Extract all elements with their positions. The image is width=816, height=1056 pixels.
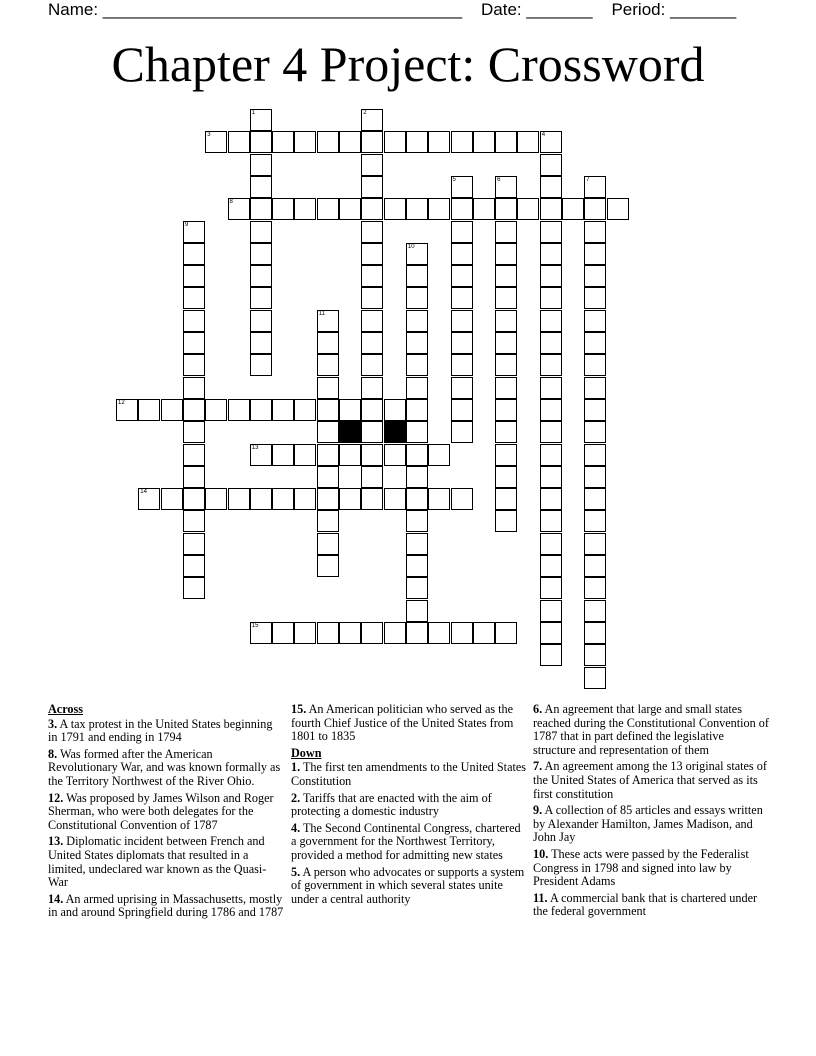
grid-cell[interactable]: [540, 332, 562, 354]
grid-cell[interactable]: [228, 488, 250, 510]
grid-cell[interactable]: [317, 488, 339, 510]
grid-cell[interactable]: [250, 354, 272, 376]
grid-cell[interactable]: [361, 310, 383, 332]
grid-cell[interactable]: [451, 198, 473, 220]
clue-across-15: 15. An American politician who served as the fourth Chief Justice of the United States from 1801 to 1835: [291, 702, 514, 744]
grid-cell[interactable]: [317, 377, 339, 399]
grid-cell[interactable]: [183, 332, 205, 354]
clue-number: 9: [184, 221, 189, 228]
grid-cell[interactable]: [384, 198, 406, 220]
grid-cell[interactable]: [495, 198, 517, 220]
grid-cell[interactable]: [495, 399, 517, 421]
grid-cell[interactable]: [361, 622, 383, 644]
grid-cell[interactable]: [540, 555, 562, 577]
grid-cell[interactable]: [584, 466, 606, 488]
date-label: Date:: [481, 0, 522, 19]
grid-cell[interactable]: [205, 131, 227, 153]
grid-cell[interactable]: [183, 444, 205, 466]
grid-cell[interactable]: [540, 354, 562, 376]
grid-cell[interactable]: [406, 577, 428, 599]
grid-cell[interactable]: [384, 444, 406, 466]
grid-cell[interactable]: [517, 131, 539, 153]
grid-cell[interactable]: [361, 354, 383, 376]
period-label: Period:: [611, 0, 666, 19]
clue-number: 2: [363, 110, 367, 116]
grid-cell[interactable]: [406, 444, 428, 466]
name-blank[interactable]: ______________________________________: [102, 0, 463, 19]
clue-down-9: 9. A collection of 85 articles and essays written by Alexander Hamilton, James Madison, and John Jay: [533, 803, 763, 845]
grid-cell[interactable]: [540, 154, 562, 176]
grid-cell[interactable]: [339, 399, 361, 421]
grid-cell[interactable]: [205, 399, 227, 421]
grid-cell[interactable]: [228, 131, 250, 153]
grid-cell[interactable]: [250, 176, 272, 198]
grid-cell[interactable]: [272, 488, 294, 510]
grid-cell[interactable]: [451, 243, 473, 265]
grid-cell[interactable]: [272, 198, 294, 220]
clue-across-13: 13. Diplomatic incident between French and United States diplomats that resulted in a limited, undeclared war known as the Quasi-War: [48, 834, 267, 890]
student-info-line: [48, 0, 808, 20]
clue-number: 10: [407, 243, 415, 250]
grid-cell[interactable]: [495, 131, 517, 153]
grid-cell[interactable]: [183, 577, 205, 599]
grid-cell[interactable]: [250, 310, 272, 332]
clue-number: 5: [452, 176, 456, 183]
grid-cell[interactable]: [250, 198, 272, 220]
grid-cell[interactable]: [339, 131, 361, 153]
grid-cell[interactable]: [361, 176, 383, 198]
grid-cell[interactable]: [317, 622, 339, 644]
blocked-cell: [384, 421, 406, 443]
grid-cell[interactable]: [584, 399, 606, 421]
grid-cell[interactable]: [540, 221, 562, 243]
clue-number: 6: [497, 176, 501, 183]
clue-number: 13: [251, 444, 259, 451]
grid-cell[interactable]: [406, 421, 428, 443]
grid-cell[interactable]: [272, 444, 294, 466]
grid-cell[interactable]: [361, 488, 383, 510]
clues-column-2: [291, 703, 527, 909]
grid-cell[interactable]: [294, 488, 316, 510]
grid-cell[interactable]: [161, 399, 183, 421]
grid-cell[interactable]: [317, 310, 339, 332]
grid-cell[interactable]: [517, 198, 539, 220]
grid-cell[interactable]: [540, 310, 562, 332]
grid-cell[interactable]: [384, 399, 406, 421]
grid-cell[interactable]: [250, 332, 272, 354]
grid-cell[interactable]: [584, 354, 606, 376]
grid-cell[interactable]: [451, 377, 473, 399]
grid-cell[interactable]: [540, 533, 562, 555]
grid-cell[interactable]: [540, 644, 562, 666]
grid-cell[interactable]: [183, 221, 205, 243]
grid-cell[interactable]: [116, 399, 138, 421]
grid-cell[interactable]: [183, 399, 205, 421]
grid-cell[interactable]: [361, 243, 383, 265]
grid-cell[interactable]: [451, 131, 473, 153]
grid-cell[interactable]: [183, 377, 205, 399]
clue-across-3: 3. A tax protest in the United States beginning in 1791 and ending in 1794: [48, 716, 273, 745]
grid-cell[interactable]: [584, 444, 606, 466]
grid-cell[interactable]: [317, 510, 339, 532]
grid-cell[interactable]: [495, 176, 517, 198]
period-blank[interactable]: _______: [670, 0, 737, 19]
grid-cell[interactable]: [451, 287, 473, 309]
grid-cell[interactable]: [384, 488, 406, 510]
grid-cell[interactable]: [406, 377, 428, 399]
clue-down-7: 7. An agreement among the 13 original states of the United States of America that served as its first constitution: [533, 759, 767, 801]
grid-cell[interactable]: [361, 109, 383, 131]
grid-cell[interactable]: [361, 221, 383, 243]
clue-number: 12: [118, 399, 125, 406]
grid-cell[interactable]: [294, 622, 316, 644]
grid-cell[interactable]: [183, 354, 205, 376]
grid-cell[interactable]: [584, 600, 606, 622]
grid-cell[interactable]: [294, 198, 316, 220]
clue-down-2: 2. Tariffs that are enacted with the aim of protecting a domestic industry: [291, 790, 492, 819]
grid-cell[interactable]: [361, 131, 383, 153]
clue-down-4: 4. The Second Continental Congress, chartered a government for the Northwest Territory, provided a method for admitting new states: [291, 820, 521, 862]
grid-cell[interactable]: [584, 198, 606, 220]
crossword-grid: [116, 109, 636, 693]
grid-cell[interactable]: [361, 377, 383, 399]
grid-cell[interactable]: [495, 622, 517, 644]
clue-number: 3: [207, 132, 211, 139]
clue-down-6: 6. An agreement that large and small states reached during the Constitutional Convention of 1787 that in part defined the legislative structure and representation of them: [533, 702, 769, 757]
grid-cell[interactable]: [495, 287, 517, 309]
grid-cell[interactable]: [540, 600, 562, 622]
grid-cell[interactable]: [161, 488, 183, 510]
grid-cell[interactable]: [317, 332, 339, 354]
clue-down-11: 11. A commercial bank that is chartered under the federal government: [533, 890, 758, 919]
grid-cell[interactable]: [183, 310, 205, 332]
grid-cell[interactable]: [250, 109, 272, 131]
grid-cell[interactable]: [361, 198, 383, 220]
grid-cell[interactable]: [495, 510, 517, 532]
grid-cell[interactable]: [183, 421, 205, 443]
grid-cell[interactable]: [495, 377, 517, 399]
grid-cell[interactable]: [451, 332, 473, 354]
grid-cell[interactable]: [250, 444, 272, 466]
grid-cell[interactable]: [584, 265, 606, 287]
grid-cell[interactable]: [540, 577, 562, 599]
grid-cell[interactable]: [451, 354, 473, 376]
grid-cell[interactable]: [406, 332, 428, 354]
grid-cell[interactable]: [183, 555, 205, 577]
date-blank[interactable]: _______: [526, 0, 593, 19]
grid-cell[interactable]: [540, 243, 562, 265]
grid-cell[interactable]: [406, 287, 428, 309]
grid-cell[interactable]: [406, 354, 428, 376]
grid-cell[interactable]: [317, 421, 339, 443]
grid-cell[interactable]: [584, 555, 606, 577]
grid-cell[interactable]: [584, 667, 606, 689]
grid-cell[interactable]: [138, 399, 160, 421]
grid-cell[interactable]: [584, 310, 606, 332]
grid-cell[interactable]: [451, 310, 473, 332]
grid-cell[interactable]: [451, 421, 473, 443]
grid-cell[interactable]: [540, 421, 562, 443]
grid-cell[interactable]: [540, 622, 562, 644]
grid-cell[interactable]: [294, 399, 316, 421]
grid-cell[interactable]: [361, 444, 383, 466]
grid-cell[interactable]: [183, 243, 205, 265]
grid-cell[interactable]: [451, 622, 473, 644]
grid-cell[interactable]: [183, 287, 205, 309]
grid-cell[interactable]: [228, 399, 250, 421]
clue-down-10: 10. These acts were passed by the Federalist Congress in 1798 and signed into law by President Adams: [533, 846, 749, 889]
across-heading: Across: [48, 702, 83, 716]
grid-cell[interactable]: [451, 221, 473, 243]
grid-cell[interactable]: [540, 198, 562, 220]
grid-cell[interactable]: [339, 622, 361, 644]
clue-number: 8: [229, 199, 233, 206]
grid-cell[interactable]: [339, 198, 361, 220]
grid-cell[interactable]: [495, 332, 517, 354]
grid-cell[interactable]: [361, 332, 383, 354]
grid-cell[interactable]: [540, 176, 562, 198]
grid-cell[interactable]: [540, 488, 562, 510]
grid-cell[interactable]: [495, 310, 517, 332]
grid-cell[interactable]: [540, 510, 562, 532]
grid-cell[interactable]: [250, 243, 272, 265]
grid-cell[interactable]: [473, 198, 495, 220]
grid-cell[interactable]: [317, 555, 339, 577]
grid-cell[interactable]: [384, 622, 406, 644]
grid-cell[interactable]: [584, 287, 606, 309]
grid-cell[interactable]: [339, 488, 361, 510]
grid-cell[interactable]: [183, 510, 205, 532]
grid-cell[interactable]: [406, 466, 428, 488]
grid-cell[interactable]: [495, 421, 517, 443]
grid-cell[interactable]: [406, 243, 428, 265]
grid-cell[interactable]: [250, 488, 272, 510]
grid-cell[interactable]: [272, 131, 294, 153]
grid-cell[interactable]: [428, 488, 450, 510]
grid-cell[interactable]: [451, 265, 473, 287]
grid-cell[interactable]: [428, 444, 450, 466]
grid-cell[interactable]: [272, 622, 294, 644]
grid-cell[interactable]: [584, 533, 606, 555]
grid-cell[interactable]: [428, 622, 450, 644]
grid-cell[interactable]: [584, 510, 606, 532]
grid-cell[interactable]: [584, 221, 606, 243]
clue-number: 4: [541, 132, 546, 139]
grid-cell[interactable]: [317, 444, 339, 466]
grid-cell[interactable]: [317, 354, 339, 376]
grid-cell[interactable]: [495, 243, 517, 265]
grid-cell[interactable]: [183, 265, 205, 287]
grid-cell[interactable]: [406, 310, 428, 332]
grid-cell[interactable]: [406, 265, 428, 287]
grid-cell[interactable]: [361, 154, 383, 176]
clue-down-1: 1. The first ten amendments to the United States Constitution: [291, 760, 527, 788]
clue-number: 1: [251, 110, 256, 116]
grid-cell[interactable]: [361, 265, 383, 287]
grid-cell[interactable]: [584, 377, 606, 399]
grid-cell[interactable]: [138, 488, 160, 510]
grid-cell[interactable]: [495, 444, 517, 466]
grid-cell[interactable]: [406, 555, 428, 577]
grid-cell[interactable]: [361, 421, 383, 443]
grid-cell[interactable]: [540, 399, 562, 421]
grid-cell[interactable]: [406, 510, 428, 532]
grid-cell[interactable]: [406, 600, 428, 622]
name-label: Name:: [48, 0, 99, 19]
clues-column-1: [48, 703, 284, 923]
clue-number: 14: [140, 489, 147, 496]
clue-down-5: 5. A person who advocates or supports a system of government in which several states unite under a central authority: [291, 864, 525, 906]
grid-cell[interactable]: [562, 198, 584, 220]
grid-cell[interactable]: [451, 488, 473, 510]
grid-cell[interactable]: [250, 265, 272, 287]
grid-cell[interactable]: [361, 466, 383, 488]
grid-cell[interactable]: [294, 444, 316, 466]
grid-cell[interactable]: [584, 644, 606, 666]
grid-cell[interactable]: [495, 354, 517, 376]
grid-cell[interactable]: [250, 131, 272, 153]
grid-cell[interactable]: [317, 533, 339, 555]
grid-cell[interactable]: [584, 243, 606, 265]
grid-cell[interactable]: [540, 131, 562, 153]
grid-cell[interactable]: [540, 265, 562, 287]
down-heading: Down: [291, 745, 322, 760]
grid-cell[interactable]: [584, 622, 606, 644]
grid-cell[interactable]: [406, 131, 428, 153]
grid-cell[interactable]: [250, 622, 272, 644]
grid-cell[interactable]: [317, 399, 339, 421]
grid-cell[interactable]: [473, 622, 495, 644]
grid-cell[interactable]: [183, 533, 205, 555]
grid-cell[interactable]: [294, 131, 316, 153]
grid-cell[interactable]: [205, 488, 227, 510]
grid-cell[interactable]: [250, 287, 272, 309]
grid-cell[interactable]: [495, 221, 517, 243]
grid-cell[interactable]: [451, 399, 473, 421]
grid-cell[interactable]: [451, 176, 473, 198]
grid-cell[interactable]: [339, 444, 361, 466]
grid-cell[interactable]: [272, 399, 294, 421]
grid-cell[interactable]: [540, 466, 562, 488]
grid-cell[interactable]: [228, 198, 250, 220]
clue-number: 11: [318, 310, 325, 317]
grid-cell[interactable]: [250, 221, 272, 243]
page-title: Chapter 4 Project: Crossword: [111, 36, 705, 92]
grid-cell[interactable]: [473, 131, 495, 153]
grid-cell[interactable]: [183, 488, 205, 510]
clue-across-8: 8. Was formed after the American Revolutionary War, and was known formally as the Territory Northwest of the River Ohio.: [48, 746, 281, 788]
grid-cell[interactable]: [607, 198, 629, 220]
grid-cell[interactable]: [406, 533, 428, 555]
grid-cell[interactable]: [406, 399, 428, 421]
clue-across-12: 12. Was proposed by James Wilson and Roger Sherman, who were both delegates for the Constitutional Convention of 1787: [48, 790, 274, 832]
grid-cell[interactable]: [317, 131, 339, 153]
grid-cell[interactable]: [495, 466, 517, 488]
clue-across-14: 14. An armed uprising in Massachusetts, mostly in and around Springfield during 1786 and 1787: [48, 891, 284, 920]
grid-cell[interactable]: [361, 287, 383, 309]
grid-cell[interactable]: [406, 622, 428, 644]
grid-cell[interactable]: [428, 198, 450, 220]
blocked-cell: [339, 421, 361, 443]
grid-cell[interactable]: [361, 399, 383, 421]
grid-cell[interactable]: [584, 332, 606, 354]
grid-cell[interactable]: [428, 131, 450, 153]
grid-cell[interactable]: [540, 287, 562, 309]
grid-cell[interactable]: [495, 265, 517, 287]
grid-cell[interactable]: [406, 198, 428, 220]
grid-cell[interactable]: [584, 488, 606, 510]
grid-cell[interactable]: [540, 377, 562, 399]
grid-cell[interactable]: [317, 198, 339, 220]
grid-cell[interactable]: [495, 488, 517, 510]
grid-cell[interactable]: [584, 421, 606, 443]
grid-cell[interactable]: [183, 466, 205, 488]
clue-number: 7: [586, 176, 590, 183]
grid-cell[interactable]: [317, 466, 339, 488]
grid-cell[interactable]: [584, 176, 606, 198]
clue-number: 15: [251, 622, 259, 629]
grid-cell[interactable]: [250, 399, 272, 421]
grid-cell[interactable]: [406, 488, 428, 510]
clues-column-3: [533, 703, 769, 922]
grid-cell[interactable]: [250, 154, 272, 176]
grid-cell[interactable]: [540, 444, 562, 466]
grid-cell[interactable]: [584, 577, 606, 599]
grid-cell[interactable]: [384, 131, 406, 153]
